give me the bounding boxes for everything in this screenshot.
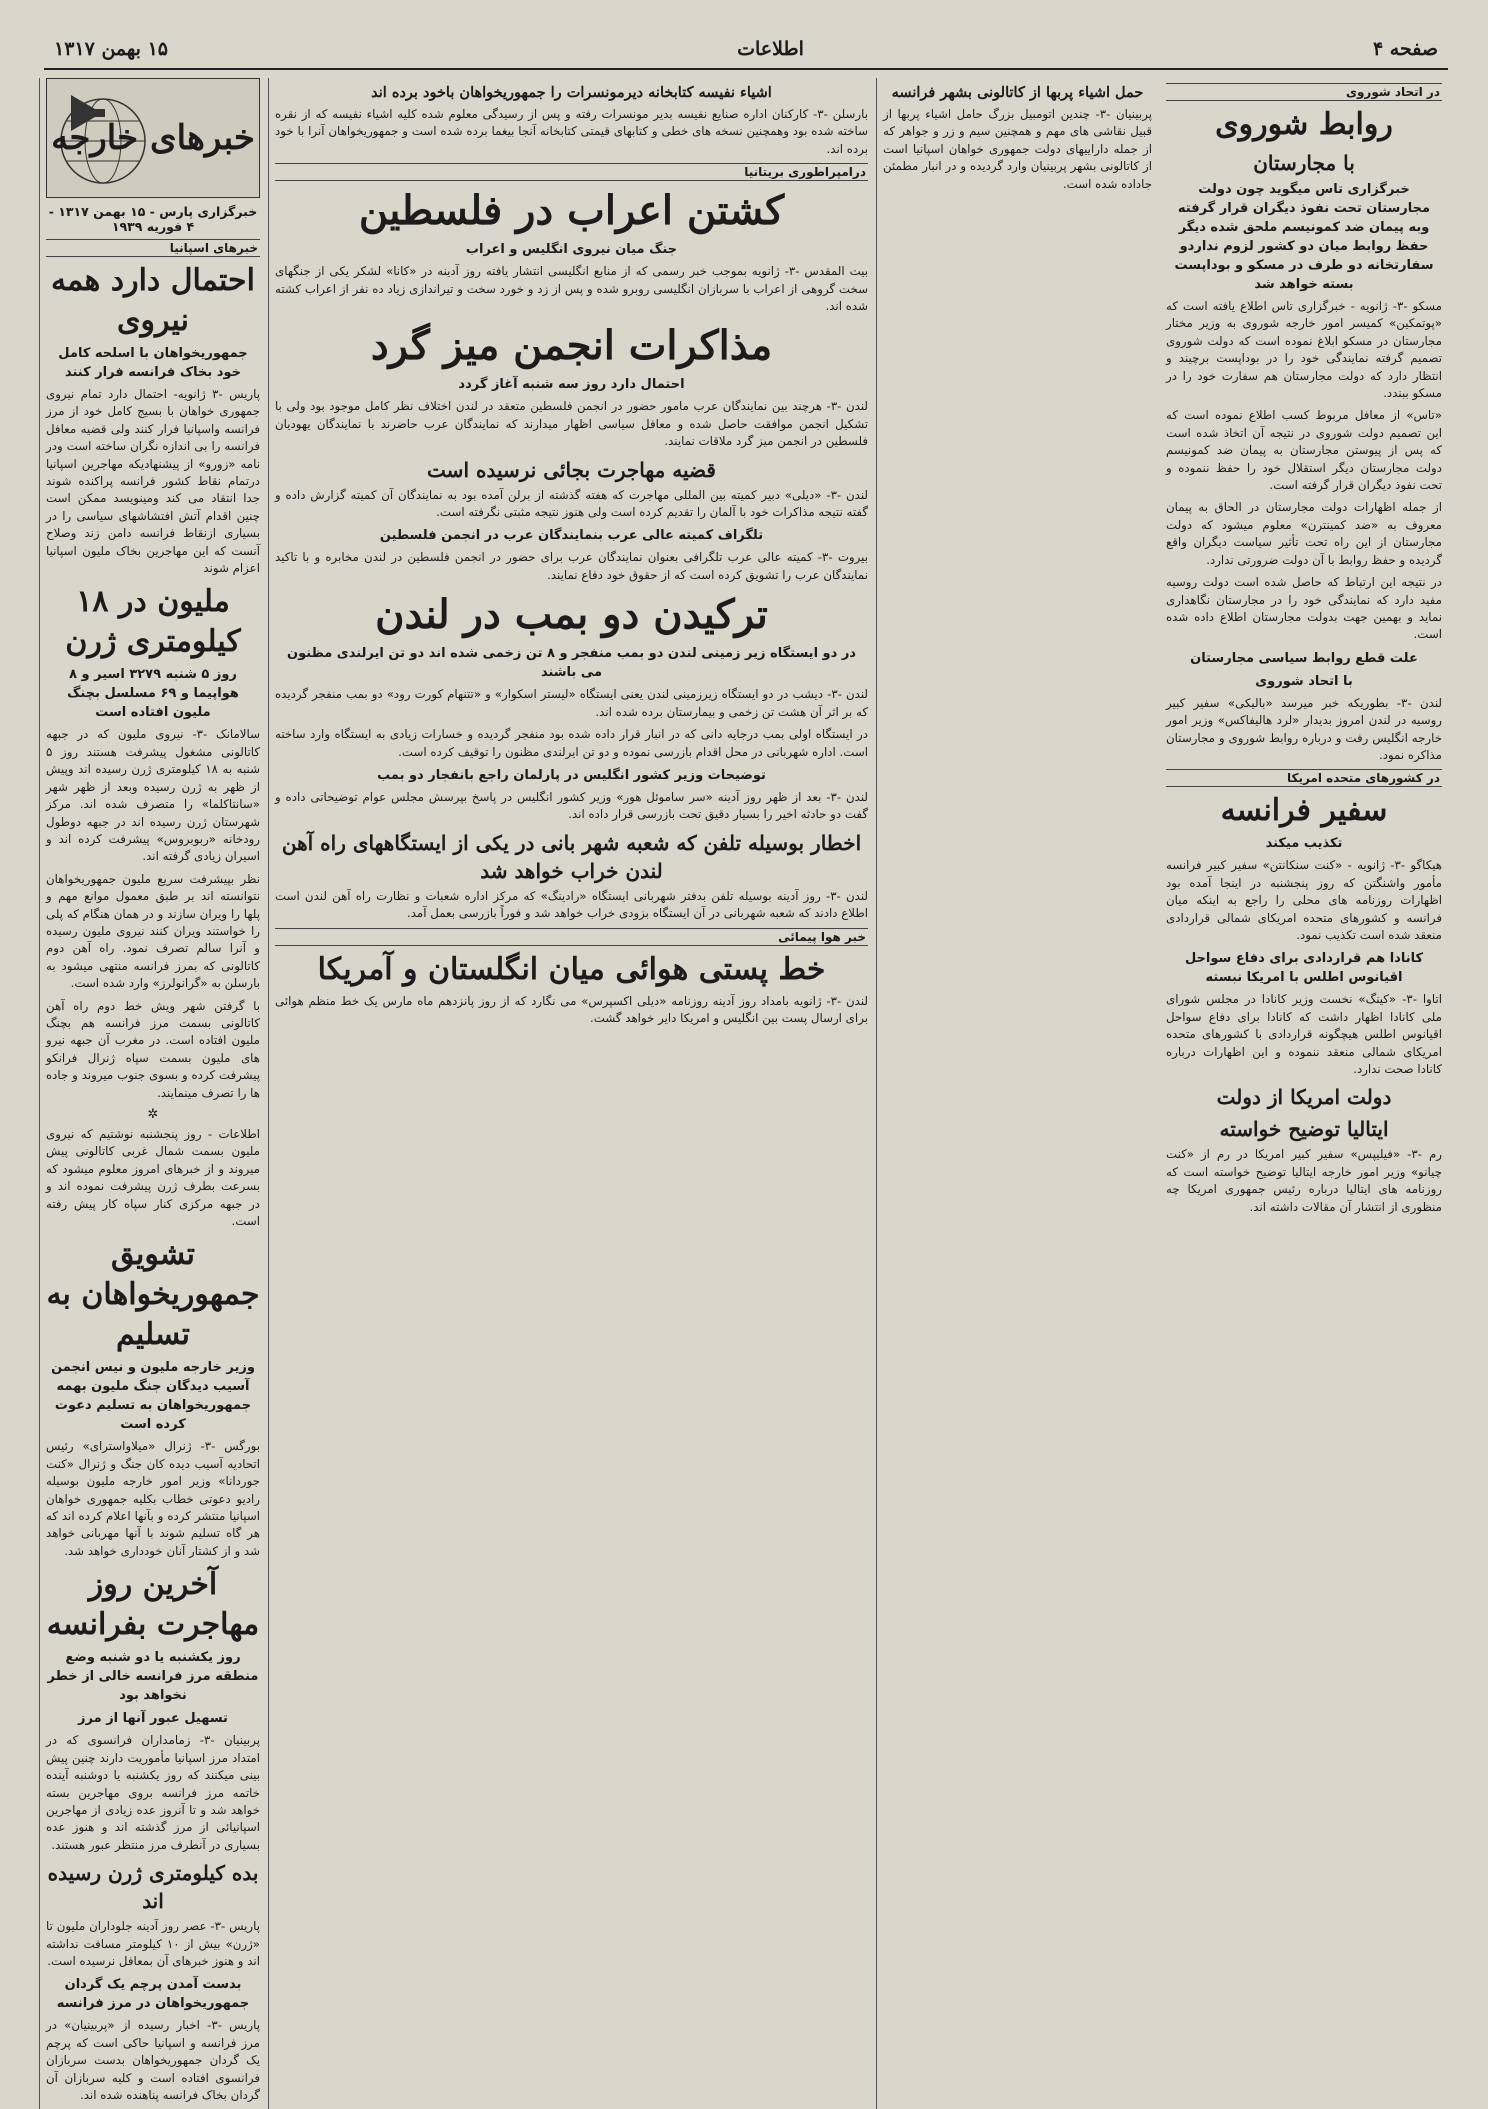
section-kicker-ussr: در اتحاد شوروی: [1166, 83, 1442, 101]
subhead-denies: تکذیب میکند: [1265, 836, 1343, 852]
subhead-arabs-palestine: جنگ میان نیروی انگلیس و اعراب: [465, 242, 678, 258]
page-columns: [44, 78, 1448, 2102]
article-paragraph: پاریس -۳ ژانویه- احتمال دارد تمام نیروی جمهوری خواهان با بسیج کامل خود از مرز فرانسه واسپانیا فرار کنند ولی قضیه معافل فرانسه را بی اندازه نگران ساخته است ودر نامه «زورو» از پیشنهادیکه مهاجرین اسپانیا درتمام نقاط کشور فرانسه پراکنده شوند جدا انتقاد می کند ومینویسد ممکن است چنین اقدام آتش افتشاشهای سیاسی را در بسیاری ازنقاط فرانسه دامن زند وصلاح آنست که این مهاجرین بخاک ملیون اسپانیا اعزام شوند: [46, 387, 260, 576]
subhead-round-table: احتمال دارد روز سه شنبه آغاز گردد: [458, 377, 685, 393]
headline-italy-explain: ایتالیا توضیح خواسته: [1219, 1117, 1389, 1142]
article-paragraph: بارسلن -۳- کارکنان اداره صنایع نفیسه بدیر مونسرات رفته و پس از رسیدگی معلوم شده کلیه اشیاء نفیسه که از نقره ساخته شده بود وهمچنین نسخه های خطی و کتابهای قیمتی کتابخانه آنجا بیغما برده شده است و جمهوریخواهان آنرا با خود برده اند.: [275, 107, 868, 156]
article-paragraph: لندن -۳- بطوریکه خبر میرسد «بالیکی» سفیر کبیر روسیه در لندن امروز بدیدار «لرد هالیفاکس» وزیر امور خارجه انگلیس رفت و درباره روابط شوروی و مجارستان مذاکره نمود.: [1166, 695, 1442, 762]
news-agency-dateline: خبرگزاری پارس - ۱۵ بهمن ۱۳۱۷ - ۴ فوریه ۱۹۳۹: [48, 204, 258, 234]
subhead-border-crossing: تسهیل عبور آنها از مرز: [78, 1711, 228, 1727]
subhead-home-secretary: توضیحات وزیر کشور انگلیس در پارلمان راجع بانفجار دو بمب: [377, 767, 766, 783]
article-paragraph: «تاس» از معافل مربوط کسب اطلاع نموده است که این تصمیم دولت شوروی در نتیجه آن اتخاذ شده است که پس از پیوستن مجارستان به پیمان ضد کمونیسم دولت مجارستان دیگر استقلال خود را حفظ ننموده و تحت نفوذ دیگران قرار گرفته است.: [1166, 408, 1442, 493]
article-paragraph: در ایستگاه اولی بمب درجایه دانی که در انبار قرار داده شده بود منفجر گردیده و خسارات زیادی به ایستگاه وارد ساخته است. اداره شهربانی در محل اقدام بازرسی نموده و دو تن ایرلندی مظنون را توقیف کرده است.: [275, 727, 868, 759]
subhead-arab-committee-telegram: تلگراف کمیته عالی عرب بنمایندگان عرب در انجمن فلسطین: [379, 528, 764, 544]
article-paragraph: اتاوا -۳- «کینگ» نخست وزیر کانادا در مجلس شورای ملی کانادا اظهار داشت که کانادا برای دفاع سواحل اقیانوس اطلس هیچگونه قراردادی با کشورهای متحده امریکای شمالی منعقد ننموده و این اظهارات درباره کانادا صحت ندارد.: [1166, 992, 1443, 1076]
subhead-last-day-migration: روز یکشنبه یا دو شنبه وضع منطقه مرز فرانسه خالی از خطر نخواهد بود: [47, 1650, 259, 1704]
section-logo-title: خبرهای خارجه: [51, 118, 255, 158]
headline-all-forces: احتمال دارد همه نیروی: [51, 263, 255, 338]
page-number: صفحه ۴: [1372, 38, 1438, 60]
subhead-flag-captured: بدست آمدن پرچم یک گردان جمهوریخواهان در مرز فرانسه: [56, 1977, 250, 2012]
column-ussr-usa: [1160, 78, 1448, 2109]
paper-name: اطلاعات: [737, 38, 804, 60]
article-paragraph: از جمله اظهارات دولت مجارستان در الحاق به پیمان معروف به «ضد کمینترن» معلوم میشود که دولت مجارستان از این راه تحت تأثیر سیاست دیگران واقع گردیده و حفظ روابط با آن دولت ضرورتی ندارد.: [1166, 500, 1442, 567]
headline-nationalists-gerona: ملیون در ۱۸ کیلومتری ژرن: [65, 584, 241, 660]
section-kicker-usa: در کشورهای متحده امریکا: [1166, 769, 1442, 787]
article-paragraph: با گرفتن شهر ویش خط دوم راه آهن کاتالونی بسمت مرز فرانسه هم بچنگ ملیون افتاده است. در مغرب آن جبهه نیرو های ملیون بسمت سپاه ژنرال فرانکو پیشرفت کرده و بسوی جنوب میروند و جاده ها را تصرف مینمایند.: [46, 998, 260, 1100]
headline-last-day-migration: آخرین روز مهاجرت بفرانسه: [46, 1567, 260, 1643]
article-paragraph: سالامانک -۳- نیروی ملیون که در جبهه کاتالونی مشغول پیشرفت هستند روز ۵ شنبه به ۱۸ کیلومتری ژرن رسیده اند وپیش از ظهر به ژرن رسیده وبعد از ظهر شهر «سانتاکلما» را متصرف شده اند. مرکز شهرستان ژرن رسیده اند در جبهه دوطول رودخانه «ربوبروس» پیشرفت کرده اند و اسیران زیادی گرفته اند.: [46, 727, 261, 864]
star-separator-icon: ✲: [147, 1107, 159, 1122]
subhead-surrender-call: وزیر خارجه ملیون و نیس انجمن آسیب دیدگان جنگ ملیون بهمه جمهوریخواهان به تسلیم دعوت کرده است: [51, 1360, 255, 1433]
article-paragraph: پربینیان -۳- چندین اتومبیل بزرگ حامل اشیاء پربها از قبیل نقاشی های مهم و همچنین سیم و زر و جواهر که از جمله داراییهای دولت جمهوری خواهان اسپانیا است از کاتالونی بشهر پربینیان وارد گردیده و در انبار مطمئن جاداده شده است.: [883, 107, 1152, 191]
headline-with-hungary: با مجارستان: [1253, 151, 1355, 175]
article-paragraph: لندن -۳- دیشب در دو ایستگاه زیرزمینی لندن یعنی ایستگاه «لیستر اسکوار» و «تتنهام کورت رود» دو بمب منفجر گردیده که بر اثر آن هشت تن زخمی و بیمارستان برده شده اند.: [275, 687, 868, 719]
headline-ten-km-gerona: بده کیلومتری ژرن رسیده اند: [47, 1861, 259, 1914]
headline-french-ambassador: سفیر فرانسه: [1220, 793, 1388, 829]
article-paragraph: لندن -۳- ژانویه بامداد روز آدینه روزنامه «دیلی اکسپرس» می نگارد که از روز پانزدهم ماه مارس یک خط منظم هوائی برای ارسال پست بین انگلیس و امریکا دایر خواهد گشت.: [275, 993, 868, 1025]
headline-arabs-palestine: کشتن اعراب در فلسطین: [358, 187, 785, 235]
subhead-with-ussr: با اتحاد شوروی: [1255, 673, 1353, 689]
headline-valuables-transfer: حمل اشیاء پربها از کاتالونی بشهر فرانسه: [891, 84, 1144, 101]
article-paragraph: لندن -۳- روز آدینه بوسیله تلفن بدفتر شهربانی ایستگاه «رادینگ» که مرکز اداره شعبات و نظارت راه آهن لندن است اطلاع دادند که شعبه شهربانی در آن ایستگاه بزودی خراب خواهد شد و فوراً بازرسی بعمل آمد.: [275, 888, 868, 921]
article-paragraph: پاریس -۳- عصر روز آدینه جلوداران ملیون تا «ژرن» بیش از ۱۰ کیلومتر مسافت نداشته اند و هنوز خبرهای آن بمعافل نرسیده است.: [46, 1919, 260, 1968]
subhead-all-forces: جمهوریخواهان با اسلحه کامل خود بخاک فرانسه فرار کنند: [58, 346, 248, 380]
article-paragraph: در نتیجه این ارتباط که حاصل شده است دولت روسیه مفید دارد که نمایندگی خود را در مجارستان نگاهداری نماید و بهمین جهت بدولت مجارستان اطلاع داده شده است.: [1166, 575, 1442, 642]
article-paragraph: بیت المقدس -۳- ژانویه بموجب خبر رسمی که از منابع انگلیسی انتشار یافته روز آدینه در «کانا» لشکر یکی از جنگهای سخت گروهی از اعراب با سربازان انگلیسی روبرو شده و پس از زد و خورد سخت و تیراندازی زیاد ده نفر از اعراب کشته شده اند.: [275, 264, 869, 314]
article-paragraph: مسکو -۳- ژانویه - خبرگزاری تاس اطلاع یافته است که «پوتمکین» کمیسر امور خارجه شوروی به وزیر مختار مجارستان در مسکو ابلاغ نموده است که دولت شوروی تصمیم گرفته نمایندگی خود را در بوداپست برچیند و انتظار دارد که دولت مجارستان هم سفارت خود را در مسکو ببندد.: [1166, 299, 1442, 401]
section-kicker-british-empire: درامپراطوری بریتانیا: [275, 163, 868, 181]
article-paragraph: هیکاگو -۳- ژانویه - «کنت سنکانتن» سفیر کبیر فرانسه مأمور واشنگتن که روز پنجشنبه در اینجا آمده بود اظهارات روزنامه های محلی را راجع به اینکه میان فرانسه و کشورهای متحده امریکای شمالی قراردادی منعقد شده است تکذیب نمود.: [1166, 858, 1442, 942]
subhead-hungary-break: علت قطع روابط سیاسی مجارستان: [1190, 650, 1418, 666]
section-kicker-aviation: خبر هوا پیمائی: [275, 928, 868, 946]
headline-round-table: مذاکرات انجمن میز گرد: [370, 322, 773, 370]
headline-usa-italy: دولت امریکا از دولت: [1216, 1085, 1392, 1110]
masthead: [44, 34, 1448, 70]
issue-date: ۱۵ بهمن ۱۳۱۷: [54, 38, 168, 60]
article-paragraph: بورگس -۳- ژنرال «میلاواسترای» رئیس اتحادیه آسیب دیده کان جنگ و ژنرال «کنت جوردانا» وزیر امور خارجه ملیون بوسیله رادیو دعوتی خطاب بکلیه جمهوری خواهان اسپانیا منتشر کرده و بآنها اعلام کرده اند که هر گاه تسلیم شوند با آنها مهربانی خواهد شد و از کشتار آنان خودداری خواهد شد.: [46, 1439, 260, 1558]
article-paragraph: لندن -۳- بعد از ظهر روز آدینه «سر ساموئل هور» وزیر کشور انگلیس در پاسخ بپرسش مجلس عوام توضیحاتی داده و گفت دو حادثه اخیر را بسیار دقیق تحت بازرسی قرار داده اند.: [275, 789, 868, 822]
column-center: [268, 78, 874, 2109]
headline-phone-warning: اخطار بوسیله تلفن که شعبه شهر بانی در یکی از ایستگاههای راه آهن لندن خراب خواهد شد: [281, 830, 862, 883]
headline-surrender-call: تشویق جمهوریخواهان به تسلیم: [46, 1237, 260, 1353]
headline-london-bombs: ترکیدن دو بمب در لندن: [375, 591, 768, 639]
article-paragraph: بیروت -۳- کمیته عالی عرب تلگرافی بعنوان نمایندگان عرب برای حضور در انجمن فلسطین در لندن مخابره و با تاکید نمایندگان عرب را تشویق کرده است که از حقوق خود دفاع نمایند.: [275, 550, 868, 582]
headline-migration-issue: قضیه مهاجرت بجائی نرسیده است: [427, 457, 716, 482]
column-foreign-news: [39, 78, 266, 2109]
article-paragraph: پربینیان -۳- زمامداران فرانسوی که در امتداد مرز اسپانیا مأموریت دارند چنین پیش بینی میکنند که روز یکشنبه یا دوشنبه آینده خاتمه مرز فرانسه بروی مهاجرین بسته خواهد شد و تا آنروز عده زیادی از مهاجرین اسپانیائی از مرز گذشته اند و هنوز عده بسیاری در آنطرف مرز منتظر عبور هستند.: [46, 1733, 260, 1852]
subhead-canada: کانادا هم قراردادی برای دفاع سواحل اقیانوس اطلس با امریکا نبسته: [1184, 951, 1424, 986]
headline-airmail-line: خط پستی هوائی میان انگلستان و آمریکا: [317, 951, 826, 987]
editorial-note: اطلاعات - روز پنجشنبه نوشتیم که نیروی ملیون بسمت شمال غربی کاتالونی پیش میروند و از خبرهای امروز معلوم میشود که بسرعت بطرف ژرن پیشرفت نموده اند و در جبهه مرکزی کنار سپاه کار پیش رفته است.: [46, 1127, 260, 1229]
article-paragraph: نظر بپیشرفت سریع ملیون جمهوریخواهان نتوانسته اند بر طبق معمول موانع مهم و پلها را ویران سازند و در همان هنگام که پلی را خواستند ویران کنند نیروی ملیون رسیده و آنرا سالم تصرف نمود. راه آهن دوم کاتالونی که بمرز فرانسه منتهی میشود به بارسلن به «گرانولرز» وارد شده است.: [46, 871, 260, 991]
headline-monserrat-library: اشیاء نفیسه کتابخانه دیرمونسرات را جمهوریخواهان باخود برده اند: [371, 84, 772, 101]
lead-tass: خبرگزاری تاس میگوید چون دولت مجارستان تحت نفوذ دیگران قرار گرفته وبه پیمان ضد کمونیسم ملحق شده دیگر حفظ روابط میان دو کشور لزوم نداردو سفارتخانه دو طرف در مسکو و بوداپست بسته خواهد شد: [1174, 182, 1434, 292]
article-paragraph: پاریس -۳- اخبار رسیده از «پربینیان» در مرز فرانسه و اسپانیا حاکی است که پرچم یک گردان جمهوریخواهان بدست سربازان فرانسوی افتاده است و کلیه سربازان آن گردان بخاک فرانسه پناهنده شده اند.: [46, 2018, 260, 2102]
article-paragraph: لندن -۳- «دیلی» دبیر کمیته بین المللی مهاجرت که هفته گذشته از برلن آمده بود به نمایندگان آن کمیته گزارش داده و گفته نتیجه مذاکرات خود با آلمان را تقدیم کرده است ولی هنوز نتیجه مثبتی نگرفته است.: [275, 487, 868, 520]
section-logo: [46, 78, 260, 198]
headline-soviet-relations: روابط شوروی: [1215, 107, 1393, 142]
article-paragraph: لندن -۳- هرچند بین نمایندگان عرب مامور حضور در انجمن فلسطین متعقد در لندن اختلاف نظر کامل موجود بود ولی با تشکیل انجمن موافقت حاصل شده و معافل سیاسی اظهار میدارند که نمایندگان عرب حاضرند با نمایندگان یهودیان فلسطین در انجمن میز گرد ملاقات نمایند.: [275, 399, 868, 449]
subhead-london-bombs: در دو ایستگاه زیر زمینی لندن دو بمب منفجر و ۸ تن زخمی شده اند دو تن ایرلندی مظنون می باشند: [287, 646, 856, 681]
subhead-prisoners: روز ۵ شنبه ۳۲۷۹ اسیر و ۸ هواپیما و ۶۹ مسلسل بچنگ ملیون افتاده است: [67, 667, 239, 721]
column-valuables: [876, 78, 1158, 2109]
section-kicker-spain: خبرهای اسپانیا: [46, 239, 260, 257]
article-paragraph: رم -۳- «فیلیپس» سفیر کبیر امریکا در رم از «کنت چیانو» وزیر امور خارجه ایتالیا توضیح خواسته است که روزنامه های ایتالیا درباره رئیس جمهوری امریکا چه منظوری از انتشار آن مقالات داشته اند.: [1166, 1147, 1442, 1214]
